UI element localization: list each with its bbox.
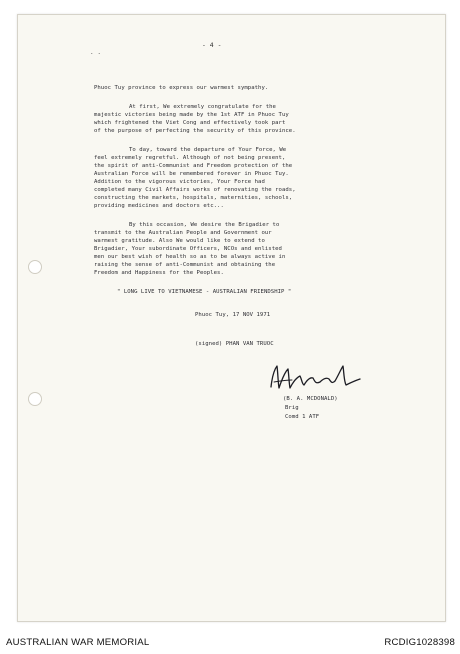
corner-marks: . . xyxy=(90,49,101,56)
paragraph-3-line: providing medicines and doctors etc... xyxy=(94,203,224,209)
paragraph-4-line: transmit to the Australian People and Government our xyxy=(94,230,272,236)
paragraph-4-line: By this occasion, We desire the Brigadier to xyxy=(129,222,280,228)
paragraph-3-line: feel extremely regretful. Although of not being present, xyxy=(94,155,286,161)
paragraph-2-line: which frightened the Viet Cong and effectively took part xyxy=(94,120,286,126)
punch-hole-top xyxy=(28,260,42,274)
paragraph-2-line: At first, We extremely congratulate for the xyxy=(129,104,276,110)
paragraph-3-line: constructing the markets, hospitals, maternities, schools, xyxy=(94,195,293,201)
paragraph-3-line: the spirit of anti-Communist and Freedom protection of the xyxy=(94,163,293,169)
paragraph-4-line: Brigadier, Your subordinate Officers, NCOs and enlisted xyxy=(94,246,282,252)
signatory-title: Comd 1 ATF xyxy=(285,414,320,420)
paragraph-1-line: Phuoc Tuy province to express our warmest sympathy. xyxy=(94,85,269,91)
paragraph-4-line: warmest gratitude. Also We would like to extend to xyxy=(94,238,265,244)
punch-hole-bottom xyxy=(28,392,42,406)
signatory-rank: Brig xyxy=(285,405,299,411)
paragraph-4-line: Freedom and Happiness for the Peoples. xyxy=(94,270,224,276)
handwritten-signature xyxy=(268,360,364,396)
paragraph-2-line: of the purpose of perfecting the security of this province. xyxy=(94,128,296,134)
paragraph-2-line: majestic victories being made by the 1st ATF in Phuoc Tuy xyxy=(94,112,289,118)
paragraph-3-line: To day, toward the departure of Your Force, We xyxy=(129,147,287,153)
paragraph-3-line: Australian Force will be remembered forever in Phuoc Tuy. xyxy=(94,171,289,177)
footer-record-id: RCDIG1028398 xyxy=(384,637,455,648)
footer-institution: AUSTRALIAN WAR MEMORIAL xyxy=(6,637,150,648)
paragraph-4-line: men our best wish of health so as to be always active in xyxy=(94,254,286,260)
signed-line: (signed) PHAN VAN TRUOC xyxy=(195,341,274,347)
slogan: " LONG LIVE TO VIETNAMESE - AUSTRALIAN FRIENDSHIP " xyxy=(117,289,292,295)
paragraph-4-line: raising the sense of anti-Communist and obtaining the xyxy=(94,262,276,268)
paragraph-3-line: Addition to the vigorous victories, Your Force had xyxy=(94,179,265,185)
page-number: - 4 - xyxy=(202,41,222,49)
signatory-name: (B. A. MCDONALD) xyxy=(283,396,338,402)
place-and-date: Phuoc Tuy, 17 NOV 1971 xyxy=(195,312,271,318)
paragraph-3-line: completed many Civil Affairs works of renovating the roads, xyxy=(94,187,296,193)
